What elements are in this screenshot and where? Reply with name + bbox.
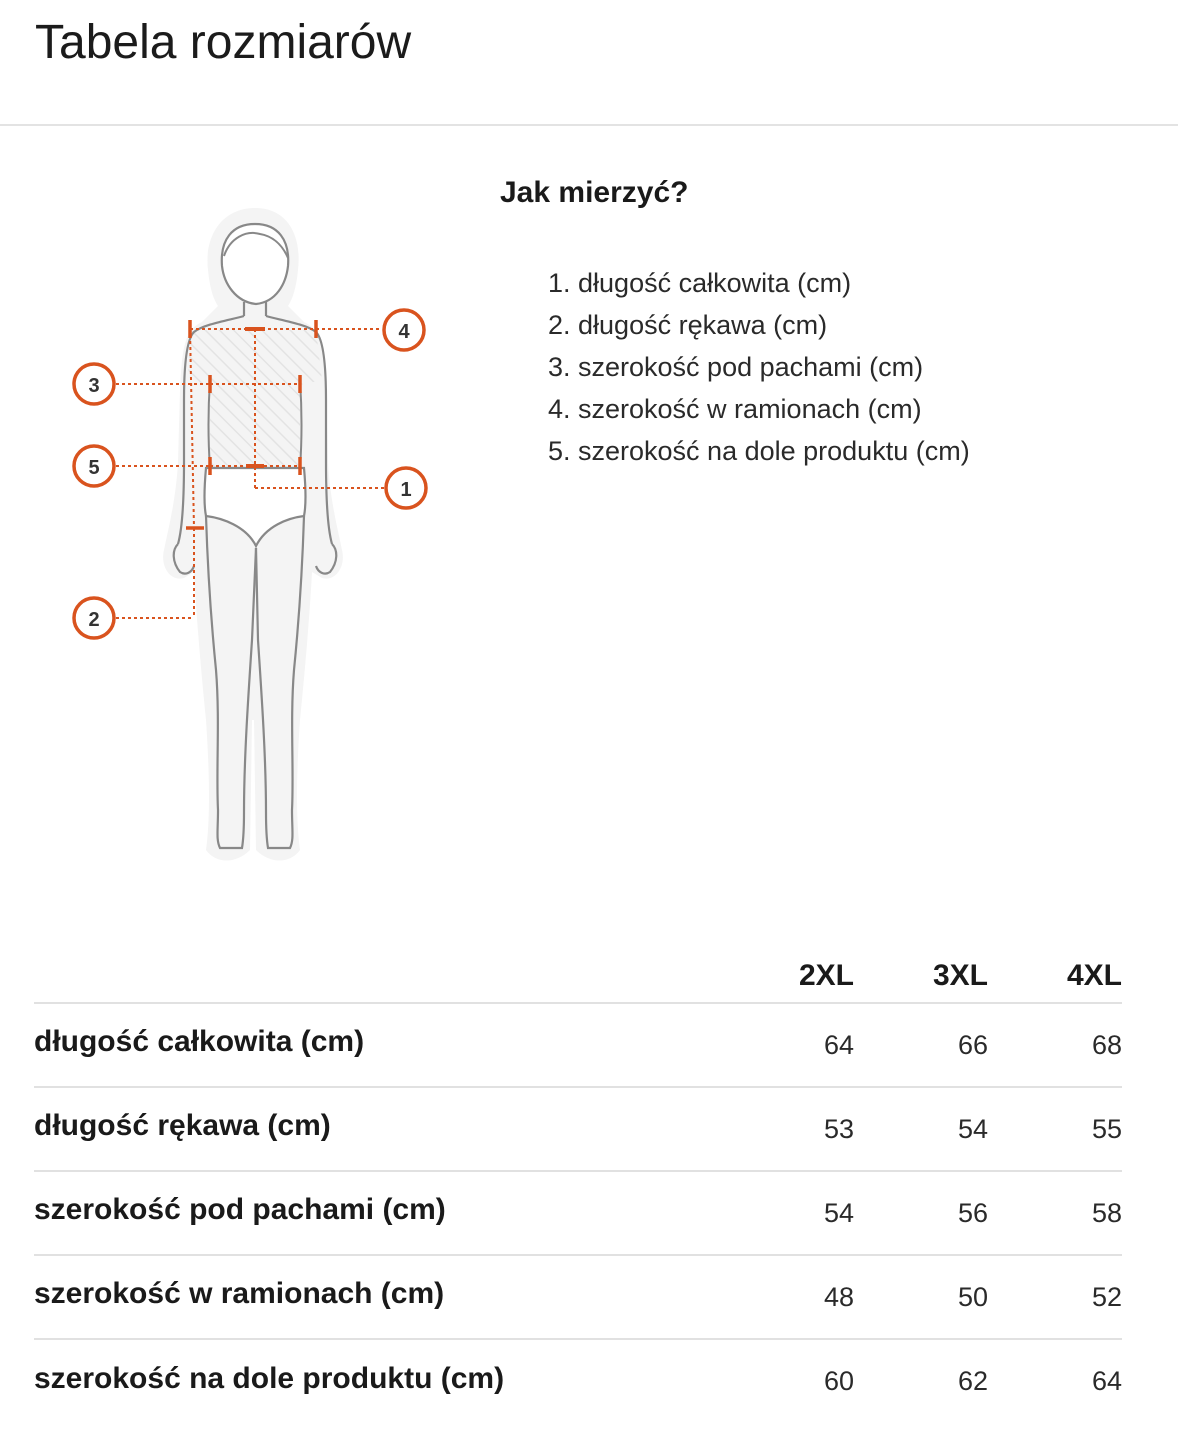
body-silhouette: [163, 208, 343, 861]
cell-value: 64: [823, 1029, 854, 1060]
list-item: 3. szerokość pod pachami (cm): [548, 352, 924, 382]
row-label: szerokość pod pachami (cm): [34, 1193, 446, 1226]
cell-value: 48: [823, 1281, 854, 1312]
size-header-4xl: 4XL: [1066, 959, 1122, 992]
cell-value: 62: [957, 1366, 988, 1396]
size-table: [34, 950, 1122, 1423]
cell-value: 54: [823, 1197, 854, 1228]
row-label: długość rękawa (cm): [34, 1109, 331, 1142]
svg-text:4: 4: [398, 321, 410, 343]
table-row: [34, 1087, 1122, 1171]
cell-value: 52: [1091, 1281, 1122, 1312]
cell-value: 66: [957, 1029, 988, 1060]
cell-value: 50: [957, 1281, 988, 1312]
marker-1: [386, 468, 426, 508]
size-header-2xl: 2XL: [798, 959, 854, 992]
cell-value: 60: [823, 1366, 854, 1396]
cell-value: 58: [1091, 1197, 1122, 1228]
marker-5: [74, 446, 114, 486]
marker-3: [74, 364, 114, 404]
cell-value: 68: [1091, 1029, 1122, 1060]
list-item: 1. długość całkowita (cm): [548, 268, 852, 298]
cell-value: 55: [1091, 1113, 1122, 1144]
svg-text:1: 1: [400, 479, 412, 501]
how-to-measure-list: [548, 262, 970, 472]
list-item: 2. długość rękawa (cm): [548, 310, 828, 340]
cell-value: 64: [1091, 1366, 1122, 1396]
table-header-empty: [34, 950, 718, 1003]
marker-2: [74, 598, 114, 638]
row-label: szerokość w ramionach (cm): [34, 1277, 445, 1310]
row-label: szerokość na dole produktu (cm): [34, 1361, 505, 1395]
page-title: Tabela rozmiarów: [35, 16, 412, 69]
table-row: [34, 1003, 1122, 1087]
table-header-row: [34, 950, 1122, 1003]
cell-value: 53: [823, 1113, 854, 1144]
svg-text:5: 5: [88, 457, 100, 479]
list-item: 5. szerokość na dole produktu (cm): [548, 436, 970, 466]
table-row: [34, 1339, 1122, 1423]
cell-value: 56: [957, 1197, 988, 1228]
svg-text:3: 3: [88, 375, 100, 397]
svg-text:2: 2: [88, 609, 100, 631]
header-divider: [0, 124, 1178, 126]
table-row: [34, 1255, 1122, 1339]
list-item: 4. szerokość w ramionach (cm): [548, 394, 922, 424]
marker-4: [384, 310, 424, 350]
table-row: [34, 1171, 1122, 1255]
row-label: długość całkowita (cm): [34, 1025, 365, 1058]
cell-value: 54: [957, 1113, 988, 1144]
size-header-3xl: 3XL: [932, 959, 988, 992]
measurement-diagram: [60, 200, 480, 870]
how-to-measure-heading: Jak mierzyć?: [500, 176, 689, 209]
